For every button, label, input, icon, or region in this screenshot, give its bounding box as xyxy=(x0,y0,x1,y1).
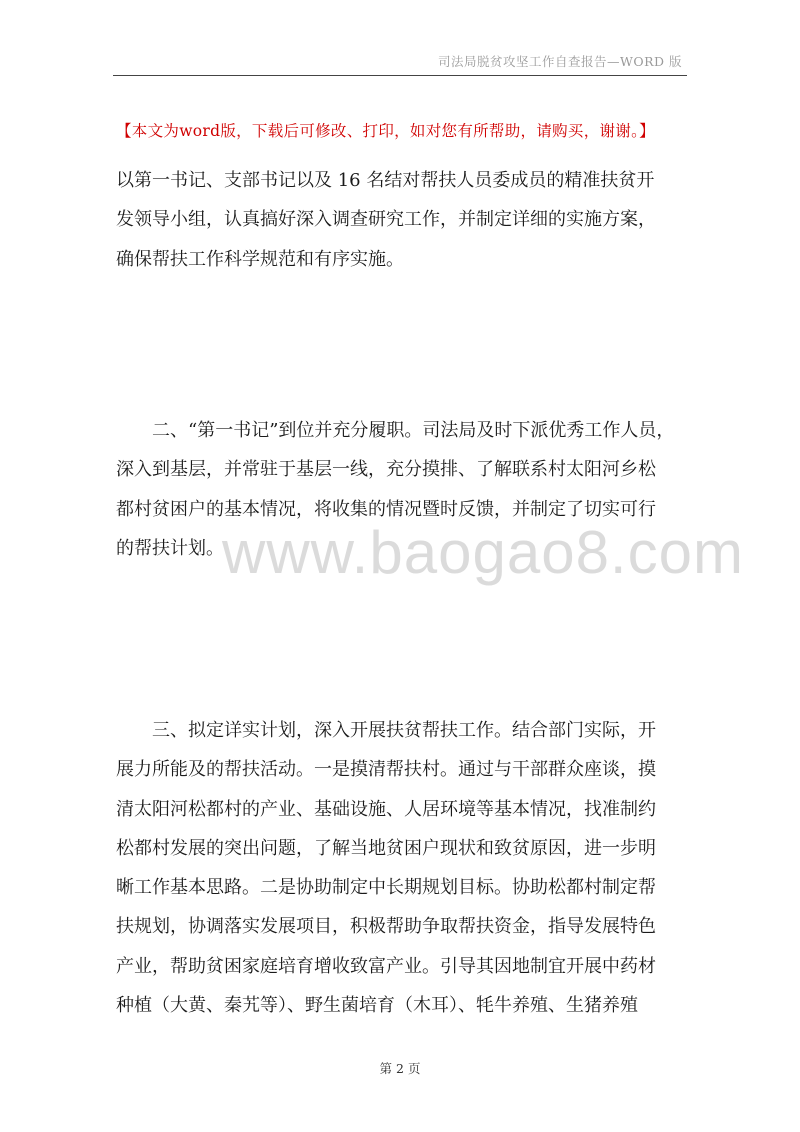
paragraph-1 xyxy=(116,161,696,279)
header-divider xyxy=(113,75,687,76)
paragraph-line: 松都村发展的突出问题，了解当地贫困户现状和致贫原因，进一步明 xyxy=(116,837,656,859)
paragraph-line: 展力所能及的帮扶活动。一是摸清帮扶村。通过与干部群众座谈，摸 xyxy=(116,759,656,781)
paragraph-line: 清太阳河松都村的产业、基础设施、人居环境等基本情况，找准制约 xyxy=(116,798,656,820)
paragraph-line: 的帮扶计划。 xyxy=(116,537,224,559)
paragraph-line: 发领导小组，认真搞好深入调查研究工作，并制定详细的实施方案， xyxy=(116,209,656,231)
paragraph-line: 晰工作基本思路。二是协助制定中长期规划目标。协助松都村制定帮 xyxy=(116,877,656,899)
paragraph-line: 二、“第一书记”到位并充分履职。司法局及时下派优秀工作人员， xyxy=(152,420,675,441)
paragraph-line: 扶规划，协调落实发展项目，积极帮助争取帮扶资金，指导发展特色 xyxy=(116,916,656,938)
paragraph-line: 深入到基层，并常驻于基层一线，充分摸排、了解联系村太阳河乡松 xyxy=(116,459,656,481)
paragraph-line: 产业，帮助贫困家庭培育增收致富产业。引导其因地制宜开展中药材 xyxy=(116,955,656,977)
paragraph-line: 以第一书记、支部书记以及 16 名结对帮扶人员委成员的精准扶贫开 xyxy=(116,170,655,191)
paragraph-2 xyxy=(116,411,696,568)
paragraph-line: 都村贫困户的基本情况，将收集的情况暨时反馈，并制定了切实可行 xyxy=(116,498,656,520)
purchase-notice: 【本文为word版，下载后可修改、打印，如对您有所帮助，请购买，谢谢。】 xyxy=(116,122,655,140)
paragraph-line: 种植（大黄、秦艽等）、野生菌培育（木耳）、牦牛养殖、生猪养殖 xyxy=(116,995,638,1017)
paragraph-line: 三、拟定详实计划，深入开展扶贫帮扶工作。结合部门实际，开 xyxy=(152,720,656,741)
paragraph-3 xyxy=(116,711,696,1025)
watermark: www.baogao8.com xyxy=(222,519,744,586)
paragraph-line: 确保帮扶工作科学规范和有序实施。 xyxy=(116,248,404,270)
page-number: 第 2 页 xyxy=(379,1061,421,1076)
document-header-title: 司法局脱贫攻坚工作自查报告—WORD 版 xyxy=(437,54,682,69)
